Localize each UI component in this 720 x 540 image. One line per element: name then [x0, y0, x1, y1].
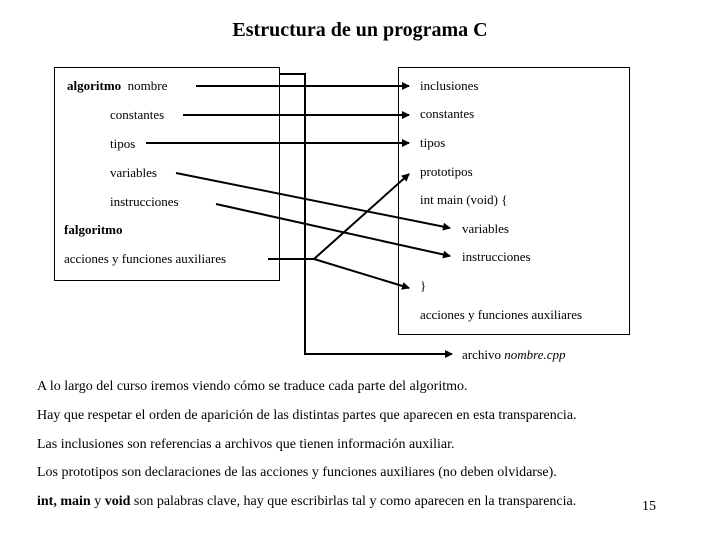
arrow-instructions	[216, 204, 450, 256]
note-5	[37, 493, 576, 511]
c-variables: variables	[462, 221, 509, 236]
algorithm-keyword: algoritmo	[67, 78, 122, 93]
keyword-rest: son palabras clave, hay que escribirlas tal y como aparecen en la transparencia.	[130, 494, 577, 509]
arrow-aux-to-c-aux	[314, 259, 409, 288]
algorithm-types: tipos	[110, 136, 136, 151]
c-closing-brace: }	[420, 278, 427, 293]
keyword-void: void	[104, 494, 131, 509]
keyword-int-main: int, main	[37, 494, 91, 509]
file-label-prefix: archivo	[462, 347, 501, 362]
c-main: int main (void) {	[420, 192, 508, 207]
algorithm-constants: constantes	[110, 107, 165, 122]
c-instructions: instrucciones	[462, 249, 531, 264]
note-2: Hay que respetar el orden de aparición de las distintas partes que aparecen en esta transparencia.	[37, 408, 577, 423]
slide-number: 15	[642, 499, 656, 514]
algorithm-aux: acciones y funciones auxiliares	[64, 251, 227, 266]
c-prototypes: prototipos	[420, 164, 473, 179]
keyword-sep: y	[90, 494, 105, 509]
algorithm-end-keyword: falgoritmo	[64, 222, 123, 237]
arrow-variables	[176, 173, 450, 228]
file-label-name: nombre.cpp	[504, 347, 566, 362]
c-constants: constantes	[420, 106, 475, 121]
algorithm-instructions: instrucciones	[110, 194, 179, 209]
c-types: tipos	[420, 135, 446, 150]
algorithm-variables: variables	[110, 165, 157, 180]
note-4: Los prototipos son declaraciones de las acciones y funciones auxiliares (no deben olvidarse).	[37, 465, 557, 480]
algorithm-name: nombre	[127, 78, 168, 93]
note-1: A lo largo del curso iremos viendo cómo se traduce cada parte del algoritmo.	[37, 379, 468, 394]
note-3: Las inclusiones son referencias a archivos que tienen información auxiliar.	[37, 437, 455, 452]
c-aux: acciones y funciones auxiliares	[420, 307, 583, 322]
slide-title: Estructura de un programa C	[232, 19, 488, 41]
c-includes: inclusiones	[420, 78, 479, 93]
